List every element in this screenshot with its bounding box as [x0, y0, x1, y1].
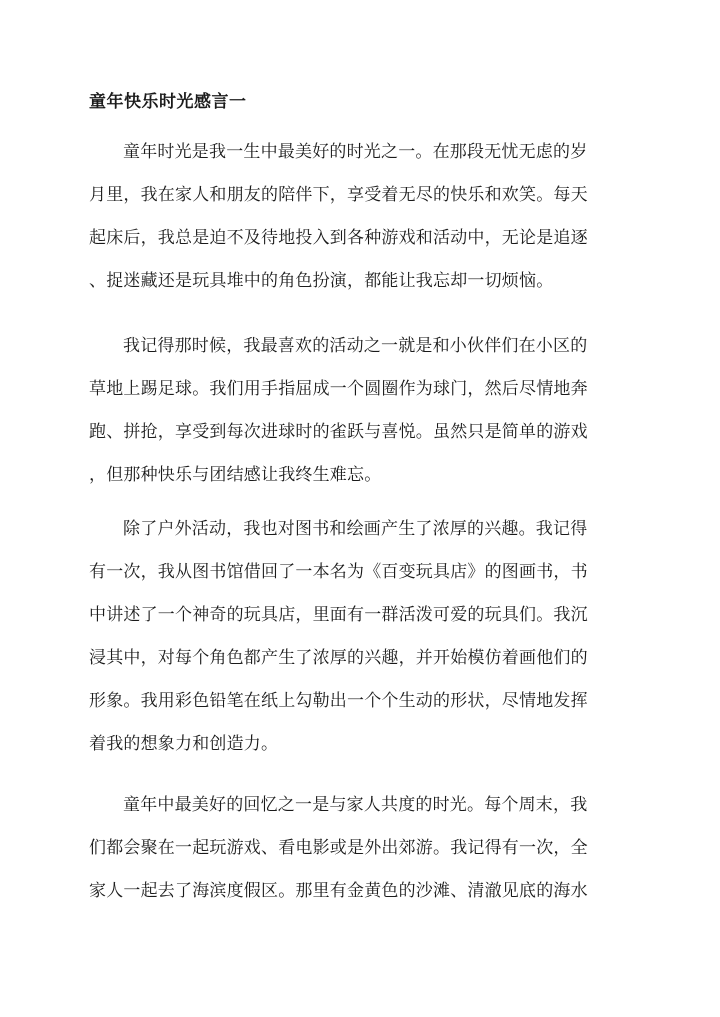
- text-line: 跑、拼抢，享受到每次进球时的雀跃与喜悦。虽然只是简单的游戏: [89, 422, 588, 442]
- text-line: 童年时光是我一生中最美好的时光之一。在那段无忧无虑的岁: [123, 142, 588, 162]
- text-line: 我记得那时候，我最喜欢的活动之一就是和小伙伴们在小区的: [123, 336, 588, 356]
- paragraph-4: [89, 784, 630, 913]
- paragraph-1: [89, 131, 630, 303]
- text-line: 着我的想象力和创造力。: [89, 734, 279, 754]
- text-line: 、捉迷藏还是玩具堆中的角色扮演，都能让我忘却一切烦恼。: [89, 271, 554, 291]
- text-line: 有一次，我从图书馆借回了一本名为《百变玩具店》的图画书，书: [89, 562, 588, 582]
- document-title: 童年快乐时光感言一: [89, 92, 247, 112]
- text-line: 中讲述了一个神奇的玩具店，里面有一群活泼可爱的玩具们。我沉: [89, 605, 588, 625]
- text-line: 月里，我在家人和朋友的陪伴下，享受着无尽的快乐和欢笑。每天: [89, 185, 588, 205]
- paragraph-2: [89, 325, 630, 497]
- text-line: 们都会聚在一起玩游戏、看电影或是外出郊游。我记得有一次，全: [89, 838, 588, 858]
- text-line: 除了户外活动，我也对图书和绘画产生了浓厚的兴趣。我记得: [123, 519, 588, 539]
- text-line: 浸其中，对每个角色都产生了浓厚的兴趣，并开始模仿着画他们的: [89, 648, 588, 668]
- text-line: 家人一起去了海滨度假区。那里有金黄色的沙滩、清澈见底的海水: [89, 881, 588, 901]
- text-line: 起床后，我总是迫不及待地投入到各种游戏和活动中，无论是追逐: [89, 228, 588, 248]
- text-line: 草地上踢足球。我们用手指屈成一个圆圈作为球门，然后尽情地奔: [89, 379, 588, 399]
- text-line: 形象。我用彩色铅笔在纸上勾勒出一个个生动的形状，尽情地发挥: [89, 691, 588, 711]
- text-line: ，但那种快乐与团结感让我终生难忘。: [89, 465, 382, 485]
- paragraph-3: [89, 508, 630, 766]
- text-line: 童年中最美好的回忆之一是与家人共度的时光。每个周末，我: [123, 795, 588, 815]
